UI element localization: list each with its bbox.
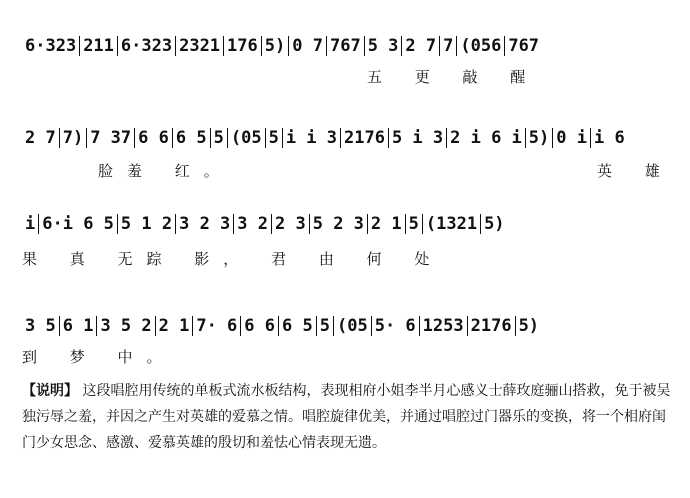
measure: 767 [327,36,365,56]
note-body: 这段唱腔用传统的单板式流水板结构，表现相府小姐李半月心感义士薛玫庭骊山搭救，免于被吴独污辱之羞，并因之产生对英雄的爱慕之情。唱腔旋律优美，并通过唱腔过门器乐的变换，将一个相府闺门少女思念、感激、爱慕英雄的殷切和羞怯心情表现无遗。 [22,383,671,451]
measure: 2 7 [22,128,60,148]
measure: 2 1 [156,316,194,336]
measure: 5) [518,316,540,336]
measure: 1253 [420,316,468,336]
measure: i i 3 [283,128,341,148]
measure: 2 i 6 i [447,128,526,148]
measure: 6 6 [241,316,279,336]
explanation-note [22,378,672,456]
measure: 5 3 [365,36,403,56]
measure: 5 i 3 [389,128,447,148]
measure: 5) [526,128,553,148]
measure: 5) [262,36,289,56]
measure: 5 [266,128,283,148]
measure: 767 [508,36,540,56]
notation-row-1 [22,36,542,56]
measure: 6 5 [173,128,211,148]
measure: 2 3 [272,214,310,234]
measure: 2 7 [402,36,440,56]
measure: 2176 [468,316,516,336]
measure: 6 6 [135,128,173,148]
measure: 5 2 3 [310,214,368,234]
measure: (1321 [423,214,481,234]
measure: 5 [317,316,334,336]
measure: (05 [334,316,372,336]
measure: 6·323 [118,36,176,56]
measure: i 6 [594,128,625,148]
measure: 6 5 [279,316,317,336]
notation-row-3 [22,214,508,234]
measure: 3 5 2 [97,316,155,336]
measure: 2321 [176,36,224,56]
lyrics-row-4: 到 梦 中。 [22,348,176,366]
notation-row-4 [22,316,542,336]
lyrics-row-2-right: 英 雄 [597,162,674,180]
measure: 0 i [553,128,591,148]
note-tag: 【说明】 [22,383,78,399]
measure: 2 1 [368,214,406,234]
measure: 5 1 2 [118,214,176,234]
measure: 7· 6 [193,316,241,336]
measure: 5· 6 [372,316,420,336]
measure: 6 1 [60,316,98,336]
measure: 6·i 6 5 [39,214,118,234]
measure: 3 2 [234,214,272,234]
measure: 7 [440,36,457,56]
measure: 6·323 [22,36,80,56]
measure: 3 2 3 [176,214,234,234]
measure: 7) [60,128,87,148]
measure: 2176 [341,128,389,148]
measure: 3 5 [22,316,60,336]
measure: (05 [228,128,266,148]
measure: 5) [484,214,505,234]
measure: 7 37 [87,128,135,148]
measure: i [22,214,39,234]
measure: 176 [224,36,262,56]
lyrics-row-3: 果 真 无踪 影， 君 由 何 处 [22,250,444,268]
measure: 5 [406,214,423,234]
measure: 0 7 [289,36,327,56]
measure: 211 [80,36,118,56]
measure: (056 [457,36,505,56]
measure: 5 [211,128,228,148]
lyrics-row-2-left: 脸羞 红。 [98,162,233,180]
notation-row-2 [22,128,628,148]
lyrics-row-1: 五 更 敲 醒 [367,68,540,86]
